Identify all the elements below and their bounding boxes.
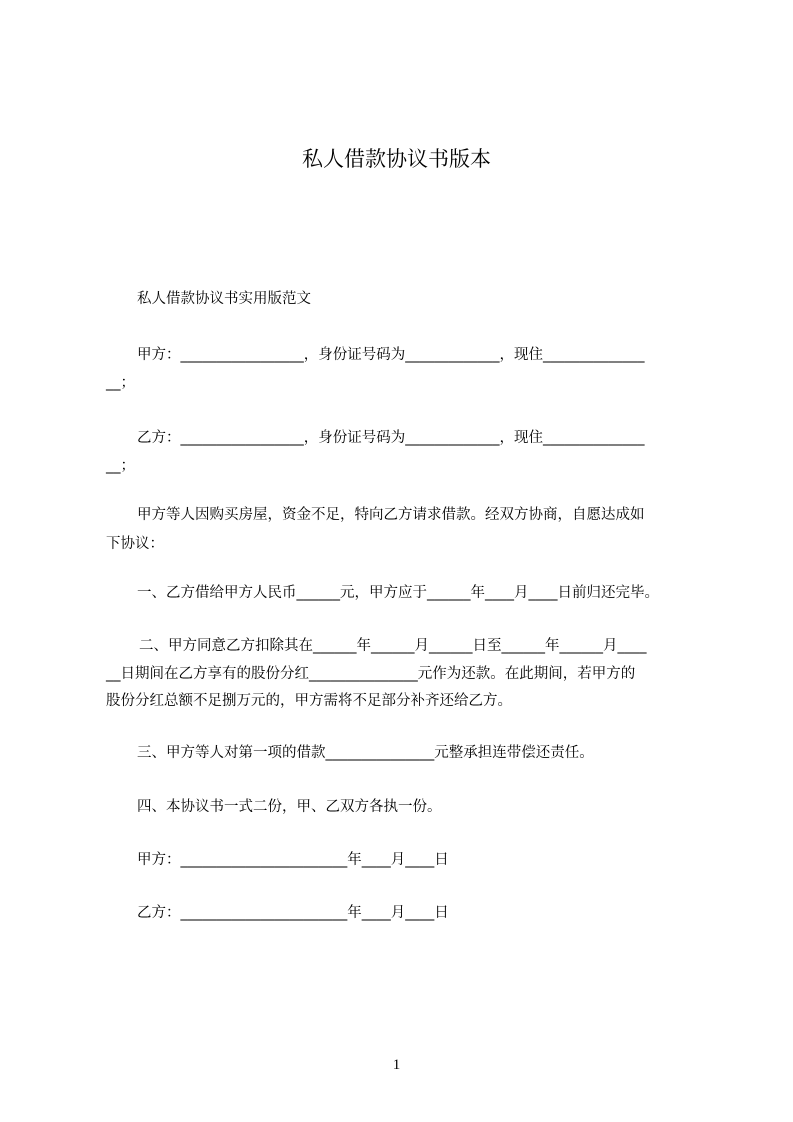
- party-a-line: 甲方：_________________，身份证号码为_____________，现住______________: [137, 347, 645, 363]
- party-a-signature: 甲方：_______________________年____月____日: [137, 852, 449, 868]
- party-b-line-cont: __；: [106, 458, 135, 474]
- clause-2: 二、甲方同意乙方扣除其在______年______月______日至______年______月____: [139, 638, 647, 654]
- clause-2-cont: __日期间在乙方享有的股份分红_______________元作为还款。在此期间，若甲方的: [106, 666, 636, 682]
- clause-2-cont2: 股份分红总额不足捌万元的，甲方需将不足部分补齐还给乙方。: [106, 693, 512, 709]
- clause-3: 三、甲方等人对第一项的借款_______________元整承担连带偿还责任。: [137, 745, 594, 761]
- party-b-signature: 乙方：_______________________年____月____日: [137, 905, 449, 921]
- party-a-line-cont: __；: [106, 375, 135, 391]
- clause-4: 四、本协议书一式二份，甲、乙双方各执一份。: [137, 799, 442, 815]
- party-b-line: 乙方：_________________，身份证号码为_____________，现住______________: [137, 430, 645, 446]
- intro-paragraph-cont: 下协议：: [106, 536, 164, 552]
- subtitle: 私人借款协议书实用版范文: [137, 291, 311, 307]
- page-number: 1: [392, 1057, 401, 1073]
- document-title: 私人借款协议书版本: [302, 147, 491, 171]
- intro-paragraph: 甲方等人因购买房屋，资金不足，特向乙方请求借款。经双方协商，自愿达成如: [137, 507, 645, 523]
- clause-1: 一、乙方借给甲方人民币______元，甲方应于______年____月____日前归还完毕。: [137, 585, 659, 601]
